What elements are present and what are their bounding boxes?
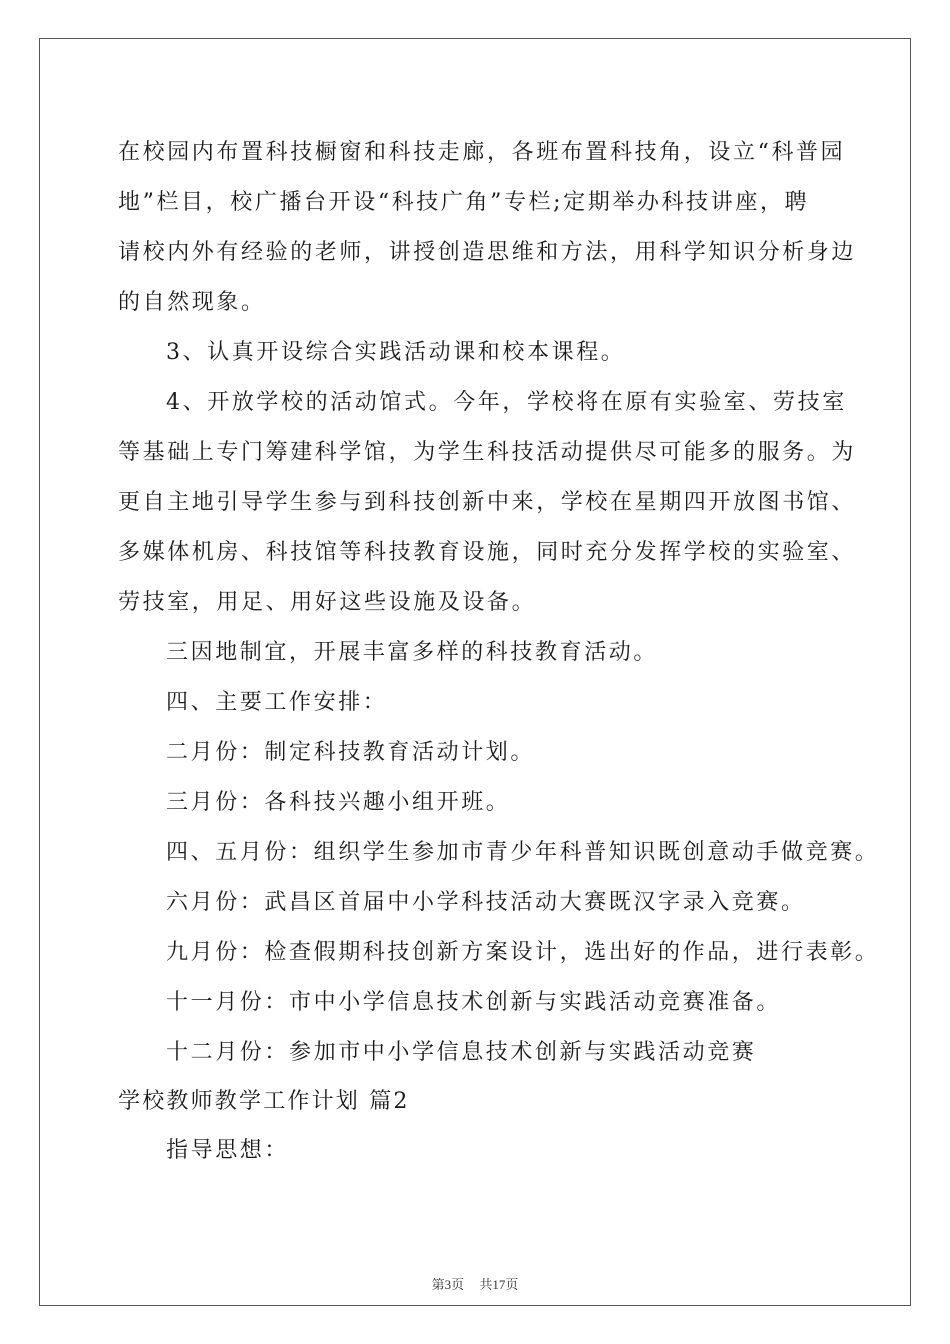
body-line: 3、认真开设综合实践活动课和校本课程。 [166, 340, 626, 365]
schedule-item: 四、五月份：组织学生参加市青少年科普知识既创意动手做竞赛。 [166, 840, 880, 865]
schedule-item: 十一月份：市中小学信息技术创新与实践活动竞赛准备。 [166, 990, 782, 1015]
body-line: 请校内外有经验的老师，讲授创造思维和方法，用科学知识分析身边 [118, 240, 857, 265]
body-line: 在校园内布置科技橱窗和科技走廊，各班布置科技角，设立“科普园 [118, 140, 846, 165]
body-line: 三因地制宜，开展丰富多样的科技教育活动。 [166, 640, 659, 665]
schedule-item: 三月份：各科技兴趣小组开班。 [166, 790, 511, 815]
subheading: 指导思想： [166, 1138, 290, 1163]
body-line: 四、主要工作安排： [166, 690, 388, 715]
page-number: 第3页 [431, 1277, 465, 1292]
schedule-item: 六月份：武昌区首届中小学科技活动大赛既汉字录入竞赛。 [166, 890, 806, 915]
schedule-item: 九月份：检查假期科技创新方案设计，选出好的作品，进行表彰。 [166, 940, 880, 965]
schedule-item: 二月份：制定科技教育活动计划。 [166, 740, 536, 765]
page-total: 共17页 [479, 1277, 519, 1292]
body-line: 多媒体机房、科技馆等科技教育设施，同时充分发挥学校的实验室、 [118, 540, 857, 565]
body-line: 4、开放学校的活动馆式。今年，学校将在原有实验室、劳技室 [166, 390, 847, 415]
page-footer [0, 1274, 950, 1293]
body-line: 等基础上专门筹建科学馆，为学生科技活动提供尽可能多的服务。为 [118, 440, 857, 465]
section-title: 学校教师教学工作计划 篇2 [118, 1089, 410, 1114]
document-body [118, 128, 880, 1176]
schedule-item: 十二月份：参加市中小学信息技术创新与实践活动竞赛 [166, 1040, 757, 1065]
body-line: 更自主地引导学生参与到科技创新中来，学校在星期四开放图书馆、 [118, 490, 857, 515]
body-line: 劳技室，用足、用好这些设施及设备。 [118, 590, 537, 615]
body-line: 地”栏目，校广播台开设“科技广角”专栏;定期举办科技讲座，聘 [118, 190, 810, 215]
body-line: 的自然现象。 [118, 290, 266, 315]
